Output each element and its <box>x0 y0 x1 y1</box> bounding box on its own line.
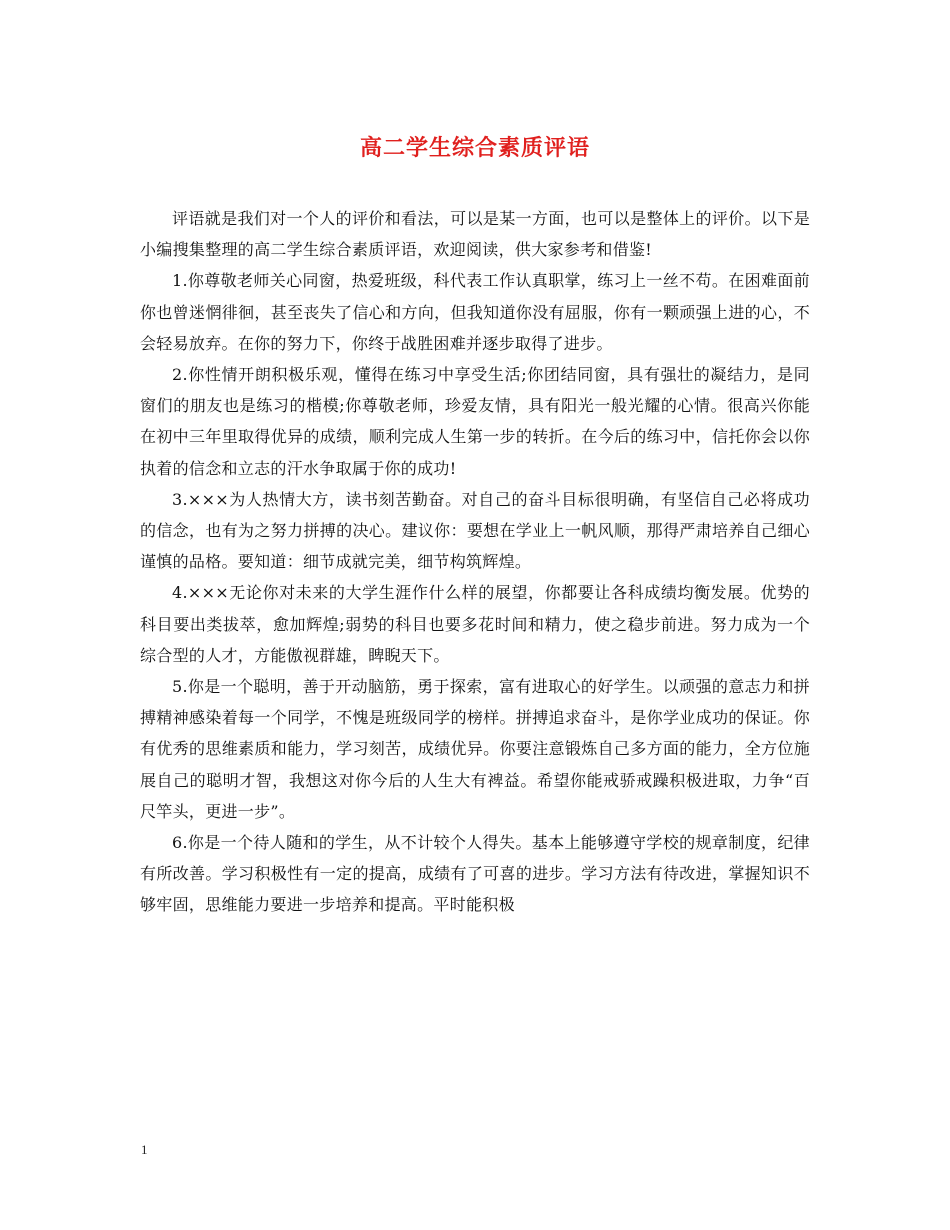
comment-paragraph-6: 6.你是一个待人随和的学生，从不计较个人得失。基本上能够遵守学校的规章制度，纪律有所改善。学习积极性有一定的提高，成绩有了可喜的进步。学习方法有待改进，掌握知识不够牢固，思维能力要进一步培养和提高。平时能积极 <box>140 833 810 915</box>
document-body <box>140 203 810 921</box>
page-title: 高二学生综合素质评语 <box>359 135 590 161</box>
comment-paragraph-5: 5.你是一个聪明，善于开动脑筋，勇于探索，富有进取心的好学生。以顽强的意志力和拼搏精神感染着每一个同学，不愧是班级同学的榜样。拼搏追求奋斗，是你学业成功的保证。你有优秀的思维素质和能力，学习刻苦，成绩优异。你要注意锻炼自己多方面的能力，全方位施展自己的聪明才智，我想这对你今后的人生大有裨益。希望你能戒骄戒躁积极进取，力争“百尺竿头，更进一步”。 <box>140 677 810 821</box>
comment-paragraph-1: 1.你尊敬老师关心同窗，热爱班级，科代表工作认真职掌，练习上一丝不苟。在困难面前你也曾迷惘徘徊，甚至丧失了信心和方向，但我知道你没有屈服，你有一颗顽强上进的心，不会轻易放弃。在你的努力下，你终于战胜困难并逐步取得了进步。 <box>140 271 810 353</box>
comment-paragraph-4: 4.×××无论你对未来的大学生涯作什么样的展望，你都要让各科成绩均衡发展。优势的科目要出类拔萃，愈加辉煌;弱势的科目也要多花时间和精力，使之稳步前进。努力成为一个综合型的人才，方能傲视群雄，睥睨天下。 <box>140 583 810 665</box>
page-number: 1 <box>141 1142 148 1157</box>
intro-paragraph: 评语就是我们对一个人的评价和看法，可以是某一方面，也可以是整体上的评价。以下是小编搜集整理的高二学生综合素质评语，欢迎阅读，供大家参考和借鉴! <box>140 209 810 260</box>
comment-paragraph-2: 2.你性情开朗积极乐观，懂得在练习中享受生活;你团结同窗，具有强壮的凝结力，是同窗们的朋友也是练习的楷模;你尊敬老师，珍爱友情，具有阳光一般光耀的心情。很高兴你能在初中三年里取得优异的成绩，顺利完成人生第一步的转折。在今后的练习中，信托你会以你执着的信念和立志的汗水争取属于你的成功! <box>140 365 810 478</box>
comment-paragraph-3: 3.×××为人热情大方，读书刻苦勤奋。对自己的奋斗目标很明确，有坚信自己必将成功的信念，也有为之努力拼搏的决心。建议你：要想在学业上一帆风顺，那得严肃培养自己细心谨慎的品格。要知道：细节成就完美，细节构筑辉煌。 <box>140 489 810 572</box>
